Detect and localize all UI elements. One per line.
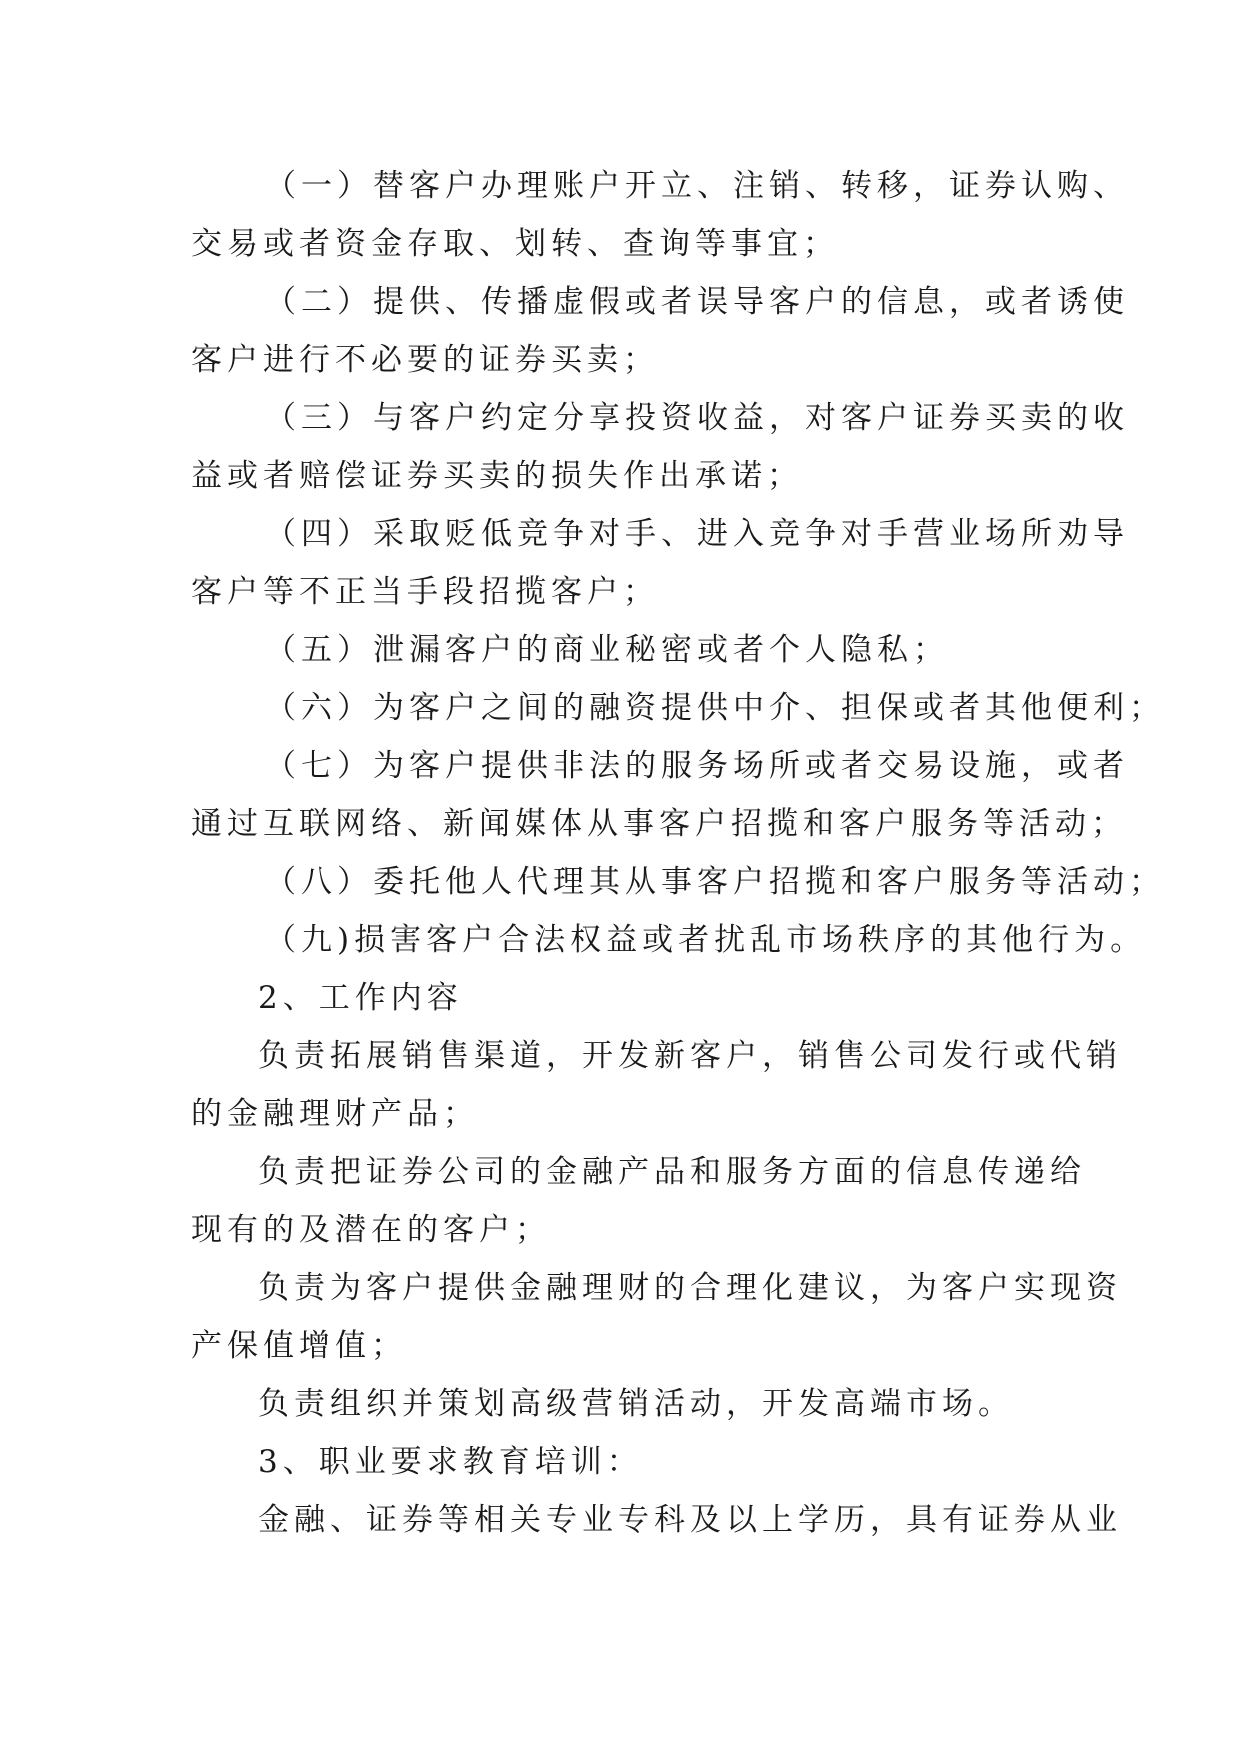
- text-line: 负责拓展销售渠道，开发新客户，销售公司发行或代销: [258, 1038, 1122, 1074]
- text-line: （四）采取贬低竞争对手、进入竞争对手营业场所劝导: [265, 516, 1129, 552]
- section-heading: 2、工作内容: [258, 980, 463, 1016]
- text-line: 益或者赔偿证券买卖的损失作出承诺；: [191, 458, 803, 494]
- text-line: 通过互联网络、新闻媒体从事客户招揽和客户服务等活动；: [191, 806, 1127, 842]
- text-line: 金融、证券等相关专业专科及以上学历，具有证券从业: [258, 1502, 1122, 1538]
- text-line: 负责组织并策划高级营销活动，开发高端市场。: [258, 1386, 1014, 1422]
- text-line: 的金融理财产品；: [191, 1096, 479, 1132]
- text-line: （五）泄漏客户的商业秘密或者个人隐私；: [265, 632, 949, 668]
- text-line: 客户等不正当手段招揽客户；: [191, 574, 659, 610]
- text-line: （三）与客户约定分享投资收益，对客户证券买卖的收: [265, 400, 1129, 436]
- text-line: （九)损害客户合法权益或者扰乱市场秩序的其他行为。: [265, 922, 1147, 958]
- text-line: 客户进行不必要的证券买卖；: [191, 342, 659, 378]
- text-line: （七）为客户提供非法的服务场所或者交易设施，或者: [265, 748, 1129, 784]
- text-line: （一）替客户办理账户开立、注销、转移，证券认购、: [265, 168, 1129, 204]
- section-heading: 3、职业要求教育培训：: [258, 1444, 643, 1480]
- text-line: （六）为客户之间的融资提供中介、担保或者其他便利；: [265, 690, 1165, 726]
- text-line: 负责为客户提供金融理财的合理化建议，为客户实现资: [258, 1270, 1122, 1306]
- text-line: 交易或者资金存取、划转、查询等事宜；: [191, 226, 839, 262]
- text-line: （八）委托他人代理其从事客户招揽和客户服务等活动；: [265, 864, 1165, 900]
- text-line: 负责把证券公司的金融产品和服务方面的信息传递给: [258, 1154, 1086, 1190]
- text-line: （二）提供、传播虚假或者误导客户的信息，或者诱使: [265, 284, 1129, 320]
- text-line: 产保值增值；: [191, 1328, 407, 1364]
- text-line: 现有的及潜在的客户；: [191, 1212, 551, 1248]
